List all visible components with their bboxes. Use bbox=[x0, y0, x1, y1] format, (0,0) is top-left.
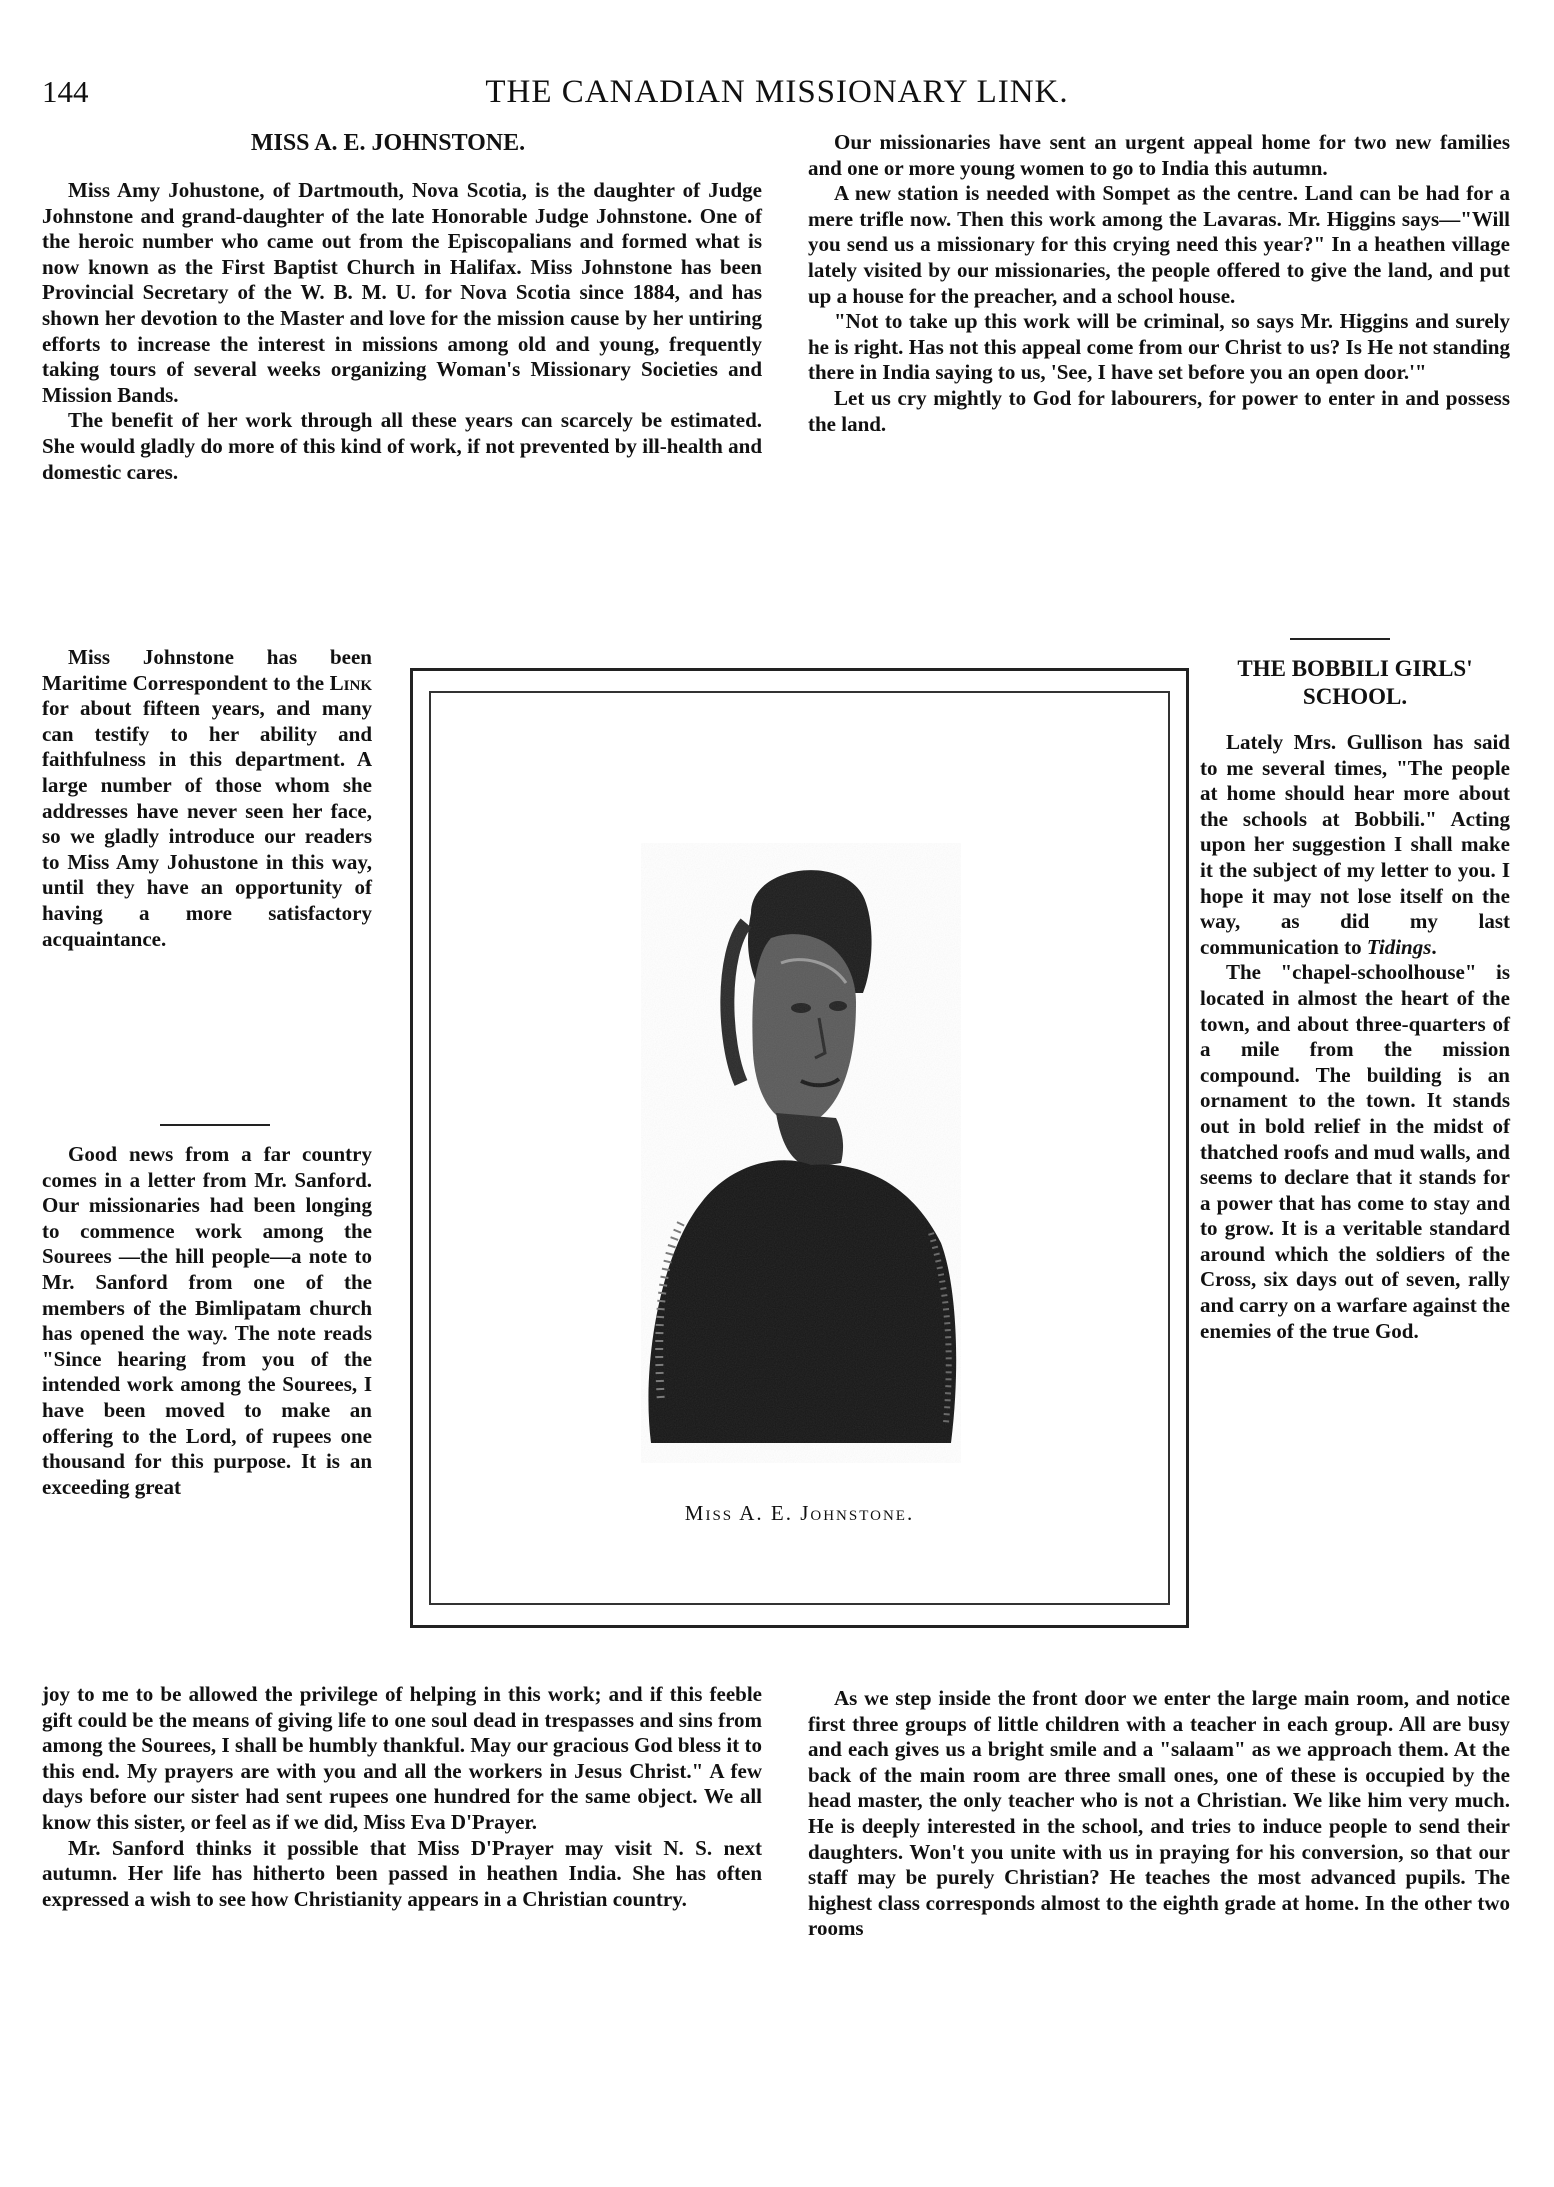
johnstone-p3-before: Miss Johnstone has been Maritime Correspondent to the bbox=[42, 645, 372, 695]
bobbili-continued bbox=[808, 1686, 1510, 1942]
bobbili-p1-after: . bbox=[1431, 934, 1437, 959]
page-number: 144 bbox=[42, 74, 89, 109]
good-news-paragraph-1: Good news from a far country comes in a letter from Mr. Sanford. Our missionaries had been longing to commence work among the Sourees —the hill people—a note to Mr. Sanford from one of the members of the Bimlipatam church has opened the way. The note reads "Since hearing from you of the intended work among the Sourees, I have been moved to make an offering to the Lord, of rupees one thousand for this purpose. It is an exceeding great bbox=[42, 1142, 372, 1499]
bobbili-title-line-1: THE BOBBILI GIRLS' bbox=[1237, 656, 1473, 681]
running-title: THE CANADIAN MISSIONARY LINK. bbox=[485, 74, 1069, 110]
appeal-column bbox=[808, 130, 1510, 437]
portrait-image bbox=[641, 843, 961, 1463]
article-title-johnstone: MISS A. E. JOHNSTONE. bbox=[250, 130, 526, 156]
johnstone-intro bbox=[42, 178, 762, 485]
bobbili-narrow-column bbox=[1200, 730, 1510, 1344]
appeal-paragraph-4: Let us cry mightly to God for labourers, for power to enter in and possess the land. bbox=[808, 385, 1510, 436]
bobbili-p1-before: Lately Mrs. Gullison has said to me several times, "The people at home should hear more about the schools at Bobbili." Acting upon her suggestion I shall make it the subject of my letter to you. I hope it may not lose itself on the way, as did my last communication to bbox=[1200, 730, 1510, 959]
bobbili-paragraph-1 bbox=[1200, 730, 1510, 960]
johnstone-paragraph-3 bbox=[42, 645, 372, 952]
section-divider-right bbox=[1290, 638, 1390, 640]
good-news-paragraph-1-continued: joy to me to be allowed the privilege of helping in this work; and if this feeble gift could be the means of giving life to one soul dead in trespasses and sins from among the Sourees, I shall be humbly thankful. May our gracious God bless it to this end. My prayers are with you and all the workers in Jesus Christ." A few days before our sister had sent rupees one hundred for the same object. We all know this sister, or feel as if we did, Miss Eva D'Prayer. bbox=[42, 1682, 762, 1834]
bobbili-title-line-2: SCHOOL. bbox=[1302, 684, 1408, 709]
appeal-paragraph-2: A new station is needed with Sompet as the centre. Land can be had for a mere trifle now. Then this work among the Lavaras. Mr. Higgins says—"Will you send us a missionary for this crying need this year?" In a heathen village lately visited by our missionaries, the people offered to give the land, and put up a house for the preacher, and a school house. bbox=[808, 181, 1510, 308]
good-news-paragraph-2: Mr. Sanford thinks it possible that Miss D'Prayer may visit N. S. next autumn. Her life has hitherto been passed in heathen India. She has often expressed a wish to see how Christianity appears in a Christian country. bbox=[42, 1835, 762, 1911]
appeal-paragraph-3: "Not to take up this work will be criminal, so says Mr. Higgins and surely he is right. Has not this appeal come from our Christ to us? Is He not standing there in India saying to us, 'See, I have set before you an open door.'" bbox=[808, 309, 1510, 385]
johnstone-p3-after: for about fifteen years, and many can testify to her ability and faithfulness in this department. A large number of those whom she addresses have never seen her face, so we gladly introduce our readers to Miss Amy Johustone in this way, until they have an opportunity of having a more satisfactory acquaintance. bbox=[42, 696, 372, 951]
appeal-paragraph-1: Our missionaries have sent an urgent appeal home for two new families and one or more young women to go to India this autumn. bbox=[808, 130, 1510, 180]
section-divider-left bbox=[160, 1124, 270, 1126]
bobbili-paragraph-3: As we step inside the front door we enter the large main room, and notice first three groups of little children with a teacher in each group. All are busy and each gives us a bright smile and a "salaam" as we approach them. At the back of the main room are three small ones, one of these is occupied by the head master, the only teacher who is not a Christian. We like him very much. He is deeply interested in the school, and tries to induce people to send their daughters. Won't you unite with us in praying for his conversion, so that our staff may be purely Christian? He teaches the most advanced pupils. The highest class corresponds almost to the eighth grade at home. In the other two rooms bbox=[808, 1686, 1510, 1941]
johnstone-narrow-column bbox=[42, 645, 372, 952]
johnstone-paragraph-2: The benefit of her work through all these years can scarcely be estimated. She would gladly do more of this kind of work, if not prevented by ill-health and domestic cares. bbox=[42, 408, 762, 484]
bobbili-paragraph-2: The "chapel-schoolhouse" is located in almost the heart of the town, and about three-quarters of a mile from the mission compound. The building is an ornament to the town. It stands out in bold relief in the midst of thatched roofs and mud walls, and seems to declare that it stands for a power that has come to stay and to grow. It is a veritable standard around which the soldiers of the Cross, six days out of seven, rally and carry on a warfare against the enemies of the true God. bbox=[1200, 960, 1510, 1343]
good-news-narrow-column bbox=[42, 1142, 372, 1500]
link-name: Link bbox=[329, 670, 373, 695]
good-news-continued bbox=[42, 1682, 762, 1912]
portrait-caption: Miss A. E. Johnstone. bbox=[684, 1501, 915, 1525]
article-title-bobbili bbox=[1200, 655, 1510, 711]
portrait-inner-border bbox=[429, 691, 1170, 1605]
johnstone-paragraph-1: Miss Amy Johustone, of Dartmouth, Nova Scotia, is the daughter of Judge Johnstone and grand-daughter of the late Honorable Judge Johnstone. One of the heroic number who came out from the Episcopalians and formed what is now known as the First Baptist Church in Halifax. Miss Johnstone has been Provincial Secretary of the W. B. M. U. for Nova Scotia since 1884, and has shown her devotion to the Master and love for the mission cause by her untiring efforts to increase the interest in missions among old and young, frequently taking tours of several weeks organizing Woman's Missionary Societies and Mission Bands. bbox=[42, 178, 762, 407]
portrait-frame bbox=[410, 668, 1189, 1628]
tidings-title: Tidings bbox=[1366, 934, 1432, 959]
